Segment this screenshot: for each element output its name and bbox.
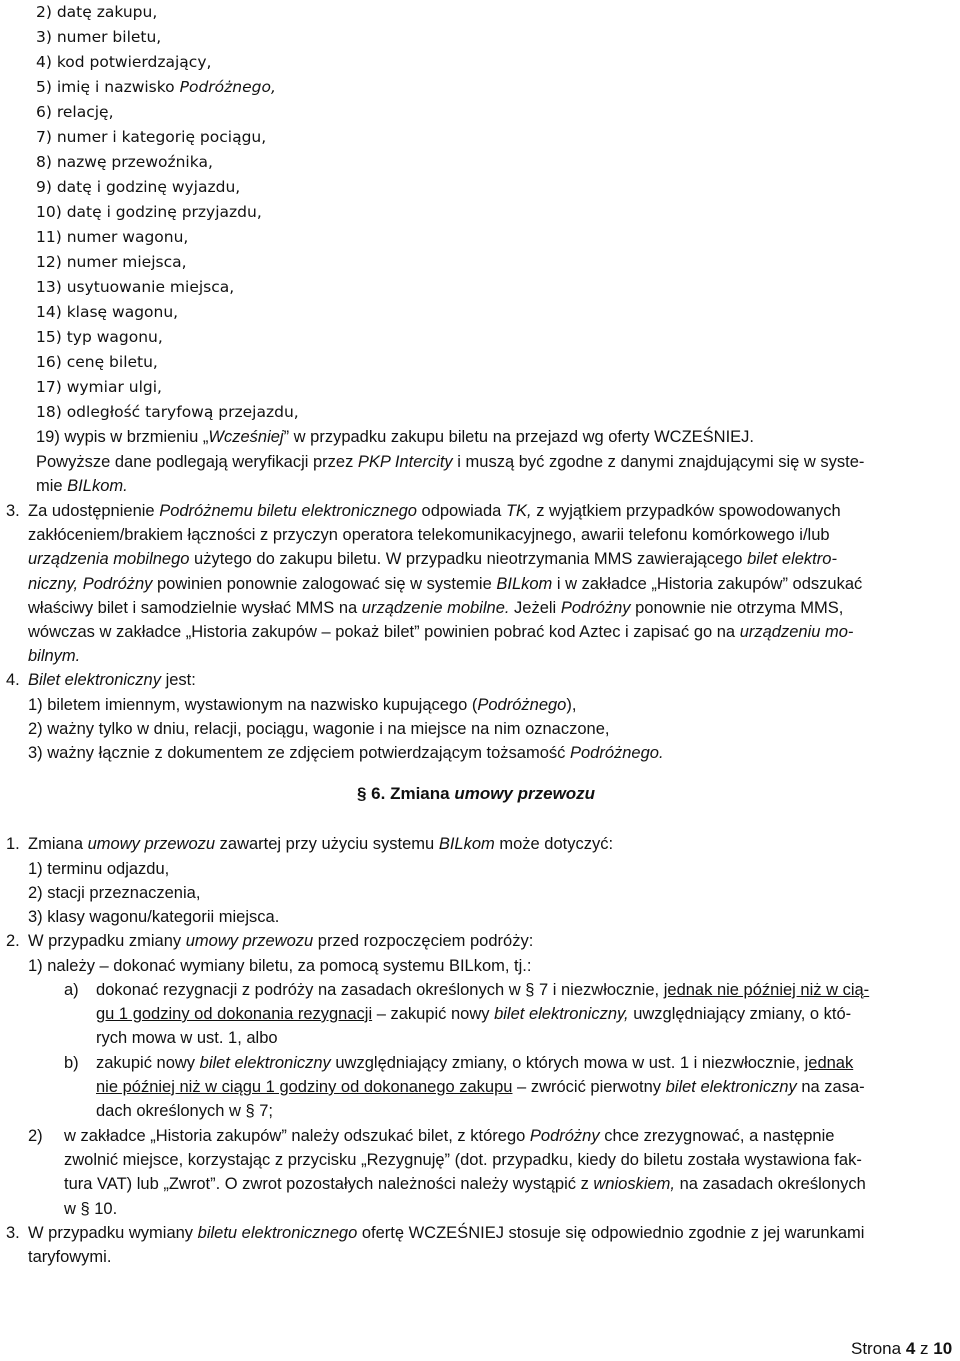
- list-item: 10) datę i godzinę przyjazdu,: [36, 203, 262, 221]
- sub-item-label: b): [64, 1054, 79, 1072]
- list-item: 9) datę i godzinę wyjazdu,: [36, 178, 241, 196]
- list-item: 19) wypis w brzmieniu „Wcześniej” w przypadku zakupu biletu na przejazd wg oferty WCZEŚNIEJ.: [36, 428, 755, 446]
- paragraph-number: 3.: [6, 1224, 20, 1242]
- paragraph-number: 3.: [6, 502, 20, 520]
- text-line: rych mowa w ust. 1, albo: [96, 1029, 278, 1047]
- text-line: nie później niż w ciągu 1 godziny od dokonanego zakupu – zwrócić pierwotny bilet elektroniczny na zasa-: [96, 1078, 865, 1096]
- text-line: w zakładce „Historia zakupów” należy odszukać bilet, z którego Podróżny chce zrezygnować, a następnie: [64, 1127, 835, 1145]
- list-item: 3) ważny łącznie z dokumentem ze zdjęciem potwierdzającym tożsamość Podróżnego.: [28, 744, 664, 762]
- text-line: W przypadku wymiany biletu elektronicznego ofertę WCZEŚNIEJ stosuje się odpowiednio zgodnie z jej warunkami: [28, 1224, 865, 1242]
- page-number: Strona 4 z 10: [851, 1339, 953, 1358]
- text-line: bilnym.: [28, 647, 81, 665]
- text-line: Za udostępnienie Podróżnemu biletu elektronicznego odpowiada TK, z wyjątkiem przypadków spowodowanych: [28, 502, 841, 520]
- list-item: 4) kod potwierdzający,: [36, 53, 212, 71]
- list-item: 16) cenę biletu,: [36, 353, 158, 371]
- sub-item-label: a): [64, 981, 79, 999]
- text-line: właściwy bilet i samodzielnie wysłać MMS na urządzenie mobilne. Jeżeli Podróżny ponownie nie otrzyma MMS,: [28, 599, 844, 617]
- list-item: 2) stacji przeznaczenia,: [28, 884, 201, 902]
- text-line: mie BILkom.: [36, 477, 128, 495]
- text-line: Powyższe dane podlegają weryfikacji przez PKP Intercity i muszą być zgodne z danymi znajdującymi się w syste-: [36, 453, 865, 471]
- paragraph-number: 2.: [6, 932, 20, 950]
- text-line: urządzenia mobilnego użytego do zakupu biletu. W przypadku nieotrzymania MMS zawierającego bilet elektro-: [28, 550, 837, 568]
- text-line: tura VAT) lub „Zwrot”. O zwrot pozostałych należności należy wystąpić z wnioskiem, na zasadach określonych: [64, 1175, 866, 1193]
- text-line: W przypadku zmiany umowy przewozu przed rozpoczęciem podróży:: [28, 932, 534, 950]
- list-item: 1) należy – dokonać wymiany biletu, za pomocą systemu BILkom, tj.:: [28, 957, 532, 975]
- text-line: Zmiana umowy przewozu zawartej przy użyciu systemu BILkom może dotyczyć:: [28, 835, 614, 853]
- list-item: 2) datę zakupu,: [36, 3, 158, 21]
- paragraph-number: 4.: [6, 671, 20, 689]
- list-item: 6) relację,: [36, 103, 114, 121]
- text-line: zakupić nowy bilet elektroniczny uwzględniający zmiany, o których mowa w ust. 1 i niezwłocznie, jednak: [96, 1054, 854, 1072]
- list-item: 1) biletem imiennym, wystawionym na nazwisko kupującego (Podróżnego),: [28, 696, 577, 714]
- text-line: zwolnić miejsce, korzystając z przycisku „Rezygnuję” (dot. przypadku, kiedy do biletu została wystawiona fak-: [64, 1151, 862, 1169]
- section-heading: § 6. Zmiana umowy przewozu: [357, 784, 596, 803]
- text-line: gu 1 godziny od dokonania rezygnacji – zakupić nowy bilet elektroniczny, uwzględniający zmiany, o któ-: [96, 1005, 852, 1023]
- text-line: niczny, Podróżny powinien ponownie zalogować się w systemie BILkom i w zakładce „Historia zakupów” odszukać: [28, 575, 863, 593]
- list-item: 3) numer biletu,: [36, 28, 162, 46]
- list-item: 18) odległość taryfową przejazdu,: [36, 403, 299, 421]
- list-item-number: 2): [28, 1127, 43, 1145]
- list-item: 3) klasy wagonu/kategorii miejsca.: [28, 908, 280, 926]
- list-item: 8) nazwę przewoźnika,: [36, 153, 213, 171]
- text-line: dach określonych w § 7;: [96, 1102, 274, 1120]
- text-line: taryfowymi.: [28, 1248, 112, 1266]
- list-item: 1) terminu odjazdu,: [28, 860, 170, 878]
- text-line: w § 10.: [64, 1200, 118, 1218]
- list-item: 14) klasę wagonu,: [36, 303, 179, 321]
- list-item: 17) wymiar ulgi,: [36, 378, 162, 396]
- paragraph-number: 1.: [6, 835, 20, 853]
- list-item: 11) numer wagonu,: [36, 228, 189, 246]
- list-item: 5) imię i nazwisko Podróżnego,: [36, 78, 276, 96]
- list-item: 13) usytuowanie miejsca,: [36, 278, 235, 296]
- list-item: 2) ważny tylko w dniu, relacji, pociągu, wagonie i na miejsce na nim oznaczone,: [28, 720, 610, 738]
- text-line: zakłóceniem/brakiem łączności z przyczyn operatora telekomunikacyjnego, awarii telefonu komórkowego i/lub: [28, 526, 830, 544]
- text-line: wówczas w zakładce „Historia zakupów – pokaż bilet” powinien pobrać kod Aztec i zapisać go na urządzeniu mo-: [28, 623, 854, 641]
- text-line: Bilet elektroniczny jest:: [28, 671, 196, 689]
- list-item: 15) typ wagonu,: [36, 328, 163, 346]
- text-line: dokonać rezygnacji z podróży na zasadach określonych w § 7 i niezwłocznie, jednak nie później niż w cią-: [96, 981, 870, 999]
- list-item: 7) numer i kategorię pociągu,: [36, 128, 267, 146]
- list-item: 12) numer miejsca,: [36, 253, 187, 271]
